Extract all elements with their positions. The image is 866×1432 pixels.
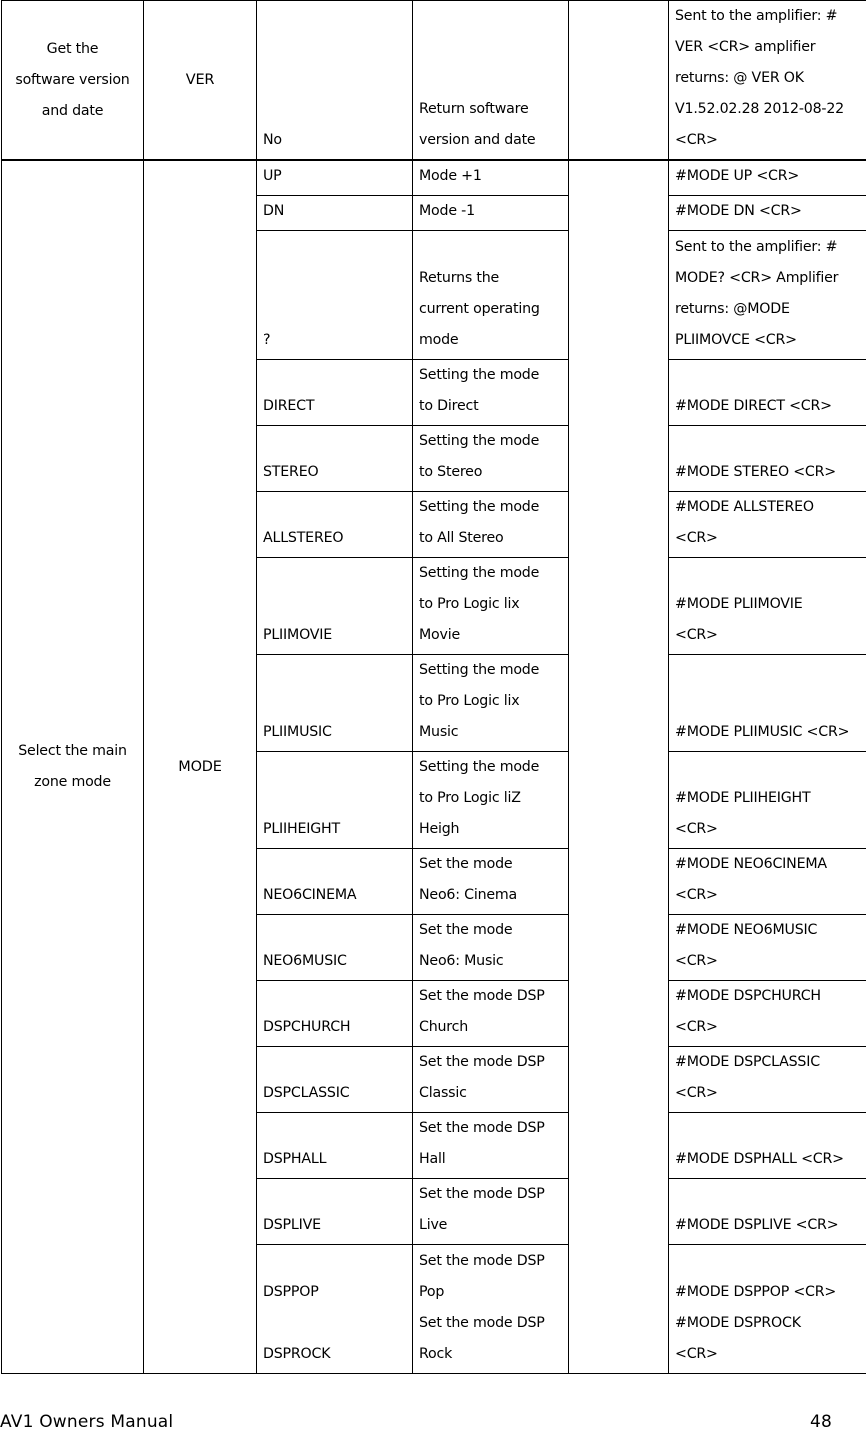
parameter-cell (257, 849, 413, 915)
cell-line: PLIIMOVIE (263, 627, 333, 643)
cell-line: Live (419, 1217, 448, 1233)
example-cell (669, 492, 866, 558)
description-cell (413, 1245, 569, 1374)
cell-line: Set the mode DSP (419, 1120, 545, 1136)
cell-line: #MODE DSPROCK (675, 1315, 801, 1331)
function-cell-ver: Get the software version and date (2, 1, 144, 161)
description-cell (413, 752, 569, 849)
cell-line: Setting the mode (419, 433, 540, 449)
cell-line: Set the mode DSP (419, 1054, 545, 1070)
cell-line: Set the mode DSP (419, 988, 545, 1004)
command-label: MODE (178, 758, 222, 775)
footer-manual-title: AV1 Owners Manual (0, 1412, 174, 1432)
description-cell (413, 981, 569, 1047)
cell-line: Set the mode (419, 856, 513, 872)
cell-line: DIRECT (263, 398, 315, 414)
cell-line: ALLSTEREO (263, 530, 344, 546)
cell-line: Set the mode DSP (419, 1186, 545, 1202)
cell-line: #MODE NEO6CINEMA (675, 856, 827, 872)
cell-line: to Pro Logic lix (419, 693, 520, 709)
cell-line: Setting the mode (419, 662, 540, 678)
cell-line: Setting the mode (419, 759, 540, 775)
example-cell (669, 752, 866, 849)
example-cell (669, 558, 866, 655)
description-cell (413, 1113, 569, 1179)
cell-line: <CR> (675, 1019, 718, 1035)
example-cell (669, 160, 866, 196)
cell-line: PLIIMOVCE <CR> (675, 332, 797, 348)
cell-line: Hall (419, 1151, 446, 1167)
cell-line: returns: @MODE (675, 301, 790, 317)
cell-line: <CR> (675, 953, 718, 969)
parameter-cell (257, 160, 413, 196)
cell-line: DSPCHURCH (263, 1019, 351, 1035)
description-cell-ver: Return software version and date (413, 1, 569, 161)
empty-cell-ver (569, 1, 669, 161)
page-footer (0, 1412, 866, 1432)
cell-line: ? (263, 332, 271, 348)
parameter-cell (257, 558, 413, 655)
cell-line: #MODE UP <CR> (675, 168, 800, 184)
cell-line: Heigh (419, 821, 460, 837)
cell-line: #MODE NEO6MUSIC (675, 922, 818, 938)
table-row-ver (2, 1, 866, 161)
cell-line: #MODE DSPCHURCH (675, 988, 821, 1004)
cell-line: Rock (419, 1346, 453, 1362)
cell-line: NEO6CINEMA (263, 887, 357, 903)
description-cell (413, 1047, 569, 1113)
example-cell (669, 1179, 866, 1245)
description-cell (413, 492, 569, 558)
description-cell (413, 849, 569, 915)
cell-line: Pop (419, 1284, 445, 1300)
example-cell (669, 1047, 866, 1113)
cell-line: DSPROCK (263, 1346, 331, 1362)
description-cell (413, 655, 569, 752)
cell-line: MODE? <CR> Amplifier (675, 270, 839, 286)
parameter-cell (257, 1245, 413, 1374)
example-cell (669, 1245, 866, 1374)
cell-line: #MODE DN <CR> (675, 203, 802, 219)
cell-line: #MODE ALLSTEREO (675, 499, 814, 515)
cell-line: #MODE DSPHALL <CR> (675, 1151, 844, 1167)
description-cell (413, 426, 569, 492)
cell-line: Setting the mode (419, 499, 540, 515)
cell-line: Music (419, 724, 459, 740)
cell-line: NEO6MUSIC (263, 953, 347, 969)
cell-line: #MODE PLIIMOVIE (675, 596, 803, 612)
cell-line: to Stereo (419, 464, 483, 480)
cell-line: #MODE DSPCLASSIC (675, 1054, 820, 1070)
cell-line: Set the mode DSP (419, 1315, 545, 1331)
cell-line: to Direct (419, 398, 479, 414)
cell-line: PLIIHEIGHT (263, 821, 340, 837)
command-table-body (2, 1, 866, 1374)
command-table (1, 0, 866, 1374)
example-cell (669, 426, 866, 492)
parameter-cell (257, 426, 413, 492)
description-cell (413, 196, 569, 231)
cell-line: DSPHALL (263, 1151, 327, 1167)
parameter-cell (257, 752, 413, 849)
example-cell (669, 1113, 866, 1179)
cell-line: Church (419, 1019, 469, 1035)
cell-line: UP (263, 168, 282, 184)
parameter-cell (257, 1047, 413, 1113)
cell-line: current operating (419, 301, 540, 317)
table-row-mode (2, 160, 866, 196)
cell-line: Returns the (419, 270, 500, 286)
parameter-cell (257, 231, 413, 360)
cell-line: Movie (419, 627, 460, 643)
parameter-cell (257, 655, 413, 752)
cell-line: zone mode (34, 774, 111, 790)
cell-line (263, 1308, 408, 1339)
function-cell-mode (2, 160, 144, 1374)
parameter-cell (257, 981, 413, 1047)
cell-line: to Pro Logic liZ (419, 790, 521, 806)
description-cell (413, 558, 569, 655)
cell-line: Sent to the amplifier: # (675, 239, 838, 255)
cell-line: <CR> (675, 887, 718, 903)
cell-line: DSPCLASSIC (263, 1085, 350, 1101)
cell-line: STEREO (263, 464, 319, 480)
cell-line: #MODE PLIIHEIGHT (675, 790, 811, 806)
cell-line: <CR> (675, 821, 718, 837)
cell-line: Select the main (18, 743, 127, 759)
parameter-cell (257, 492, 413, 558)
cell-line: #MODE DSPLIVE <CR> (675, 1217, 839, 1233)
description-cell (413, 160, 569, 196)
cell-line: DSPLIVE (263, 1217, 321, 1233)
example-cell (669, 231, 866, 360)
cell-line: Neo6: Cinema (419, 887, 518, 903)
cell-line: <CR> (675, 1346, 718, 1362)
cell-line: to Pro Logic lix (419, 596, 520, 612)
cell-line: #MODE PLIIMUSIC <CR> (675, 724, 850, 740)
empty-cell-mode (569, 160, 669, 1374)
parameter-cell (257, 196, 413, 231)
command-cell-mode (144, 160, 257, 1374)
cell-line: Set the mode (419, 922, 513, 938)
parameter-cell (257, 915, 413, 981)
cell-line: Mode +1 (419, 168, 482, 184)
cell-line: Classic (419, 1085, 467, 1101)
description-cell (413, 915, 569, 981)
cell-line: Setting the mode (419, 367, 540, 383)
example-cell (669, 915, 866, 981)
description-cell (413, 231, 569, 360)
cell-line: to All Stereo (419, 530, 504, 546)
parameter-cell (257, 1179, 413, 1245)
footer-page-number: 48 (809, 1412, 832, 1432)
example-cell (669, 849, 866, 915)
example-cell (669, 360, 866, 426)
cell-line: mode (419, 332, 459, 348)
cell-line: #MODE DIRECT <CR> (675, 398, 832, 414)
cell-line: Setting the mode (419, 565, 540, 581)
cell-line: #MODE STEREO <CR> (675, 464, 836, 480)
cell-line: PLIIMUSIC (263, 724, 332, 740)
cell-line: Mode -1 (419, 203, 475, 219)
cell-line: Neo6: Music (419, 953, 504, 969)
parameter-cell (257, 1113, 413, 1179)
cell-line: <CR> (675, 1085, 718, 1101)
parameter-cell (257, 360, 413, 426)
example-cell (669, 981, 866, 1047)
example-cell (669, 655, 866, 752)
cell-line: <CR> (675, 530, 718, 546)
description-cell (413, 1179, 569, 1245)
cell-line: DN (263, 203, 285, 219)
parameter-cell-ver: No (257, 1, 413, 161)
example-cell (669, 196, 866, 231)
description-cell (413, 360, 569, 426)
command-cell-ver: VER (144, 1, 257, 161)
cell-line: #MODE DSPPOP <CR> (675, 1284, 837, 1300)
example-cell-ver: Sent to the amplifier: # VER <CR> amplifier returns: @ VER OK V1.52.02.28 2012-08-22 <CR> (669, 1, 866, 161)
cell-line: <CR> (675, 627, 718, 643)
cell-line: DSPPOP (263, 1284, 319, 1300)
cell-line: Set the mode DSP (419, 1253, 545, 1269)
